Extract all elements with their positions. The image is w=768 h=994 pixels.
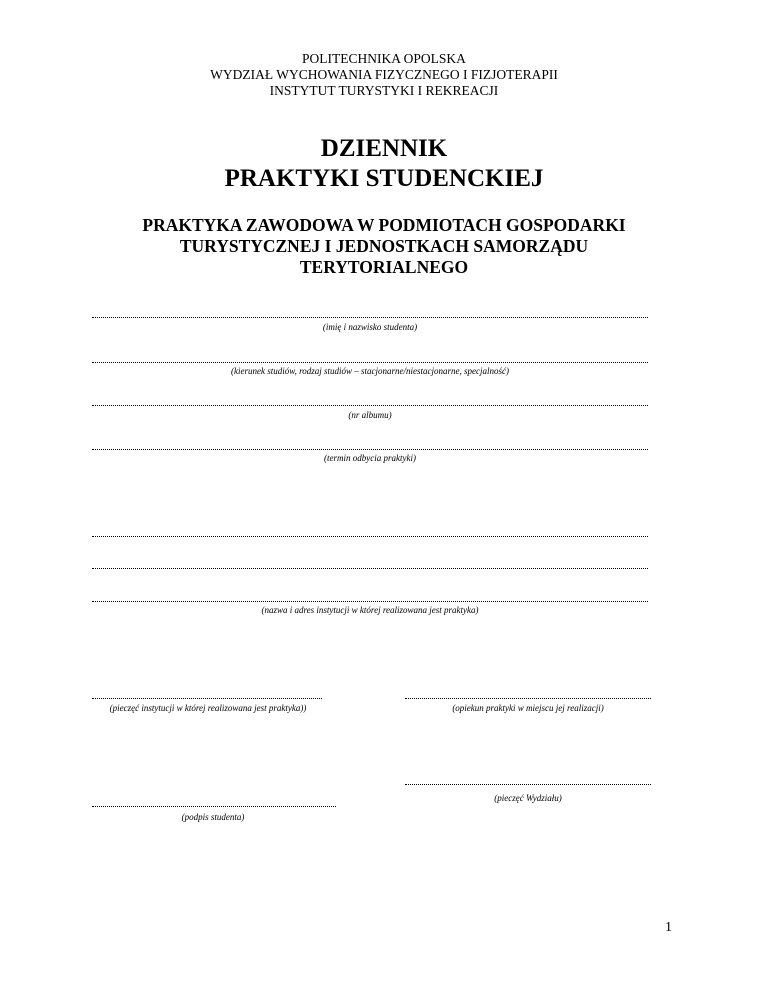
student-signature-line[interactable] — [92, 806, 336, 807]
album-number-caption: (nr albumu) — [348, 410, 392, 420]
faculty-stamp-caption: (pieczęć Wydziału) — [494, 793, 562, 803]
student-signature-caption: (podpis studenta) — [181, 812, 245, 822]
institution-line-2[interactable] — [92, 568, 648, 569]
internship-term-line[interactable] — [92, 449, 648, 450]
subtitle-line3: TERYTORIALNEGO — [299, 257, 469, 277]
institute-name: INSTYTUT TURYSTYKI I REKREACJI — [269, 83, 499, 98]
supervisor-caption: (opiekun praktyki w miejscu jej realizacji) — [452, 703, 604, 713]
faculty-name: WYDZIAŁ WYCHOWANIA FIZYCZNEGO I FIZJOTERAPII — [210, 67, 558, 82]
document-title-line1: DZIENNIK — [320, 135, 448, 162]
internship-term-caption: (termin odbycia praktyki) — [324, 453, 416, 463]
institution-line-3[interactable] — [92, 601, 648, 602]
student-name-caption: (imię i nazwisko studenta) — [322, 322, 418, 332]
album-number-line[interactable] — [92, 405, 648, 406]
supervisor-line[interactable] — [405, 698, 651, 699]
page-number: 1 — [665, 920, 672, 935]
study-details-line[interactable] — [92, 362, 648, 363]
subtitle-line1: PRAKTYKA ZAWODOWA W PODMIOTACH GOSPODARKI — [142, 215, 626, 235]
study-details-caption: (kierunek studiów, rodzaj studiów – stacjonarne/niestacjonarne, specjalność) — [231, 366, 509, 376]
institution-caption: (nazwa i adres instytucji w której realizowana jest praktyka) — [261, 605, 479, 615]
student-name-line[interactable] — [92, 317, 648, 318]
institution-stamp-caption: (pieczęć instytucji w której realizowana jest praktyka)) — [109, 703, 307, 713]
university-name: POLITECHNIKA OPOLSKA — [302, 51, 466, 66]
document-title-line2: PRAKTYKI STUDENCKIEJ — [224, 165, 544, 192]
institution-line-1[interactable] — [92, 536, 648, 537]
institution-stamp-line[interactable] — [92, 698, 322, 699]
faculty-stamp-line[interactable] — [405, 784, 651, 785]
subtitle-line2: TURYSTYCZNEJ I JEDNOSTKACH SAMORZĄDU — [179, 236, 589, 256]
